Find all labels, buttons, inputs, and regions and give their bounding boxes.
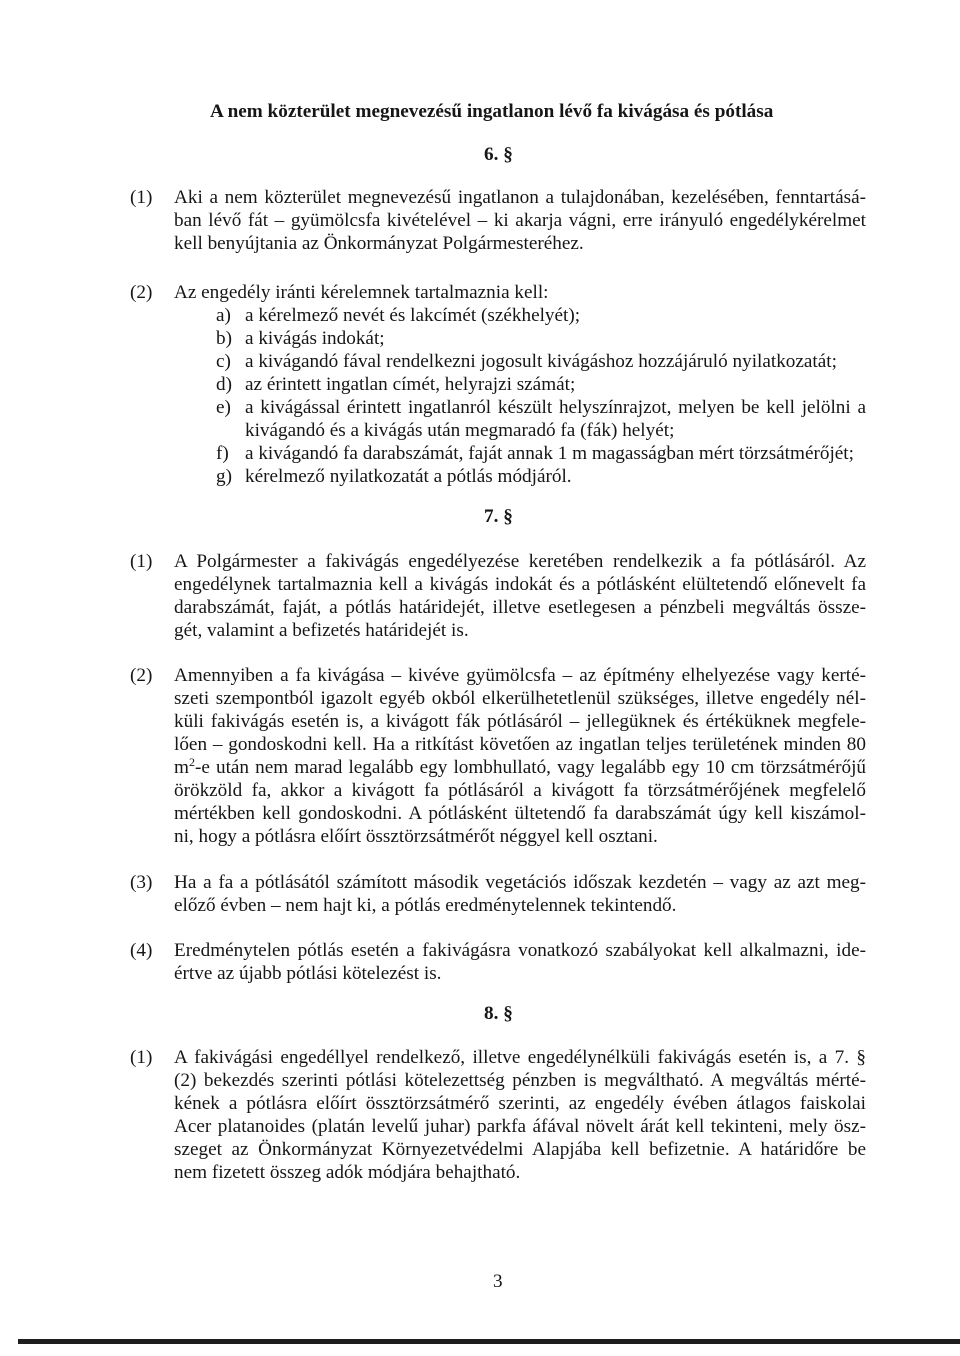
paragraph-number: (1)	[130, 187, 153, 208]
text-line: a kivágandó fa darabszámát, faját annak 1 m magasságban mért törzsátmérőjét;	[245, 443, 854, 464]
paragraph-number: (2)	[130, 282, 153, 303]
text-line: Aki a nem közterület megnevezésű ingatlanon a tulajdonában, kezelésében, fenntartásá-	[174, 187, 866, 208]
text-line: nem fizetett összeg adók módjára behajtható.	[174, 1162, 521, 1183]
paragraph-number: (4)	[130, 940, 153, 961]
text-line: Az engedély iránti kérelemnek tartalmaznia kell:	[174, 282, 549, 303]
text-line: lően – gondoskodni kell. Ha a ritkítást követően az ingatlan teljes területének minden 80	[174, 734, 866, 755]
list-item-label: a)	[216, 305, 231, 326]
list-item-label: d)	[216, 374, 232, 395]
text-line: Ha a fa a pótlásától számított második vegetációs időszak kezdetén – vagy az azt meg-	[174, 872, 866, 893]
page-number: 3	[493, 1271, 503, 1292]
paragraph-number: (1)	[130, 1047, 153, 1068]
text-line: kivágandó és a kivágás után megmaradó fa (fák) helyét;	[245, 420, 675, 441]
list-item-text	[245, 327, 866, 350]
list-item-label: c)	[216, 351, 231, 372]
paragraph-body	[174, 664, 866, 848]
paragraph-body	[174, 939, 866, 985]
text-line: gét, valamint a befizetés határidejét is.	[174, 620, 469, 641]
list-item-text	[245, 350, 866, 373]
text-line: szeget az Önkormányzat Környezetvédelmi Alapjába kell befizetnie. A határidőre be	[174, 1139, 866, 1160]
page-title: A nem közterület megnevezésű ingatlanon lévő fa kivágása és pótlása	[210, 101, 774, 122]
text-line: a kérelmező nevét és lakcímét (székhelyét);	[245, 305, 581, 326]
text-line: a kivágandó fával rendelkezni jogosult kivágáshoz hozzájáruló nyilatkozatát;	[245, 351, 837, 372]
text-line: (2) bekezdés szerinti pótlási kötelezettség pénzben is megváltható. A megváltás mérté-	[174, 1070, 866, 1091]
text-line: kének a pótlásra előírt össztörzsátmérő szerinti, az engedély évében átlagos faiskolai	[174, 1093, 866, 1114]
text-line: engedélynek tartalmaznia kell a kivágás indokát és a pótlásként elültetendő előnevelt fa	[174, 574, 866, 595]
paragraph-body	[174, 550, 866, 642]
text-line: kérelmező nyilatkozatát a pótlás módjáról.	[245, 466, 572, 487]
paragraph-number: (3)	[130, 872, 153, 893]
section-heading-8: 8. §	[484, 1003, 513, 1024]
text-segment: m	[174, 757, 189, 778]
text-line: mértékben kell gondoskodni. A pótlásként ültetendő fa darabszámát úgy kell kiszámol-	[174, 803, 866, 824]
text-line: a kivágással érintett ingatlanról készült helyszínrajzot, melyen be kell jelölni a	[245, 397, 866, 418]
paragraph-body	[174, 281, 866, 488]
paragraph-body	[174, 186, 866, 255]
paragraph-body	[174, 871, 866, 917]
text-line: szeti szempontból igazolt egyéb okból elkerülhetetlenül szükséges, illetve engedély nél-	[174, 688, 866, 709]
superscript: 2	[188, 755, 195, 769]
text-line: küli fakivágás esetén is, a kivágott fák pótlásáról – jellegüknek és értéküknek megfele-	[174, 711, 866, 732]
list-item	[174, 350, 866, 373]
text-line: a kivágás indokát;	[245, 328, 385, 349]
list-item-text	[245, 304, 866, 327]
list-item-label: e)	[216, 397, 231, 418]
scan-edge-line	[18, 1339, 960, 1344]
text-line: ni, hogy a pótlásra előírt össztörzsátmérőt néggyel kell osztani.	[174, 826, 658, 847]
text-segment: -e után nem marad legalább egy lombhullató, vagy legalább egy 10 cm törzsátmérőjű	[194, 757, 866, 778]
list-item	[174, 396, 866, 442]
text-line: ban lévő fát – gyümölcsfa kivételével – ki akarja vágni, erre irányuló engedélykérelmet	[174, 210, 866, 231]
text-line: örökzöld fa, akkor a kivágott fa pótlásáról a kivágott fa törzsátmérőjének megfelelő	[174, 780, 866, 801]
list-item-text	[245, 465, 866, 488]
text-line: Acer platanoides (platán levelű juhar) parkfa áfával növelt árát kell tekinteni, mely ösz-	[174, 1116, 866, 1137]
list-item	[174, 465, 866, 488]
list-item-text	[245, 442, 866, 465]
list-item-text	[245, 373, 866, 396]
paragraph-number: (1)	[130, 551, 153, 572]
text-line: az érintett ingatlan címét, helyrajzi számát;	[245, 374, 576, 395]
list-item-text	[245, 396, 866, 442]
list-item	[174, 442, 866, 465]
text-line	[174, 756, 866, 779]
text-line: értve az újabb pótlási kötelezést is.	[174, 963, 442, 984]
section-heading-6: 6. §	[484, 144, 513, 165]
text-line: A Polgármester a fakivágás engedélyezése keretében rendelkezik a fa pótlásáról. Az	[174, 551, 866, 572]
text-line: előző évben – nem hajt ki, a pótlás eredménytelennek tekintendő.	[174, 895, 677, 916]
text-line: Amennyiben a fa kivágása – kivéve gyümölcsfa – az építmény elhelyezése vagy kerté-	[174, 665, 866, 686]
list-item-label: b)	[216, 328, 232, 349]
list-item-label: f)	[216, 443, 229, 464]
list-item-label: g)	[216, 466, 232, 487]
text-line: kell benyújtania az Önkormányzat Polgármesteréhez.	[174, 233, 584, 254]
paragraph-number: (2)	[130, 665, 153, 686]
list-item	[174, 304, 866, 327]
text-line: Eredménytelen pótlás esetén a fakivágásra vonatkozó szabályokat kell alkalmazni, ide-	[174, 940, 866, 961]
paragraph-body	[174, 1046, 866, 1184]
list-item	[174, 327, 866, 350]
list-item	[174, 373, 866, 396]
text-line: darabszámát, faját, a pótlás határidejét, illetve esetlegesen a pénzbeli megváltás össze-	[174, 597, 866, 618]
section-heading-7: 7. §	[484, 506, 513, 527]
text-line: A fakivágási engedéllyel rendelkező, illetve engedélynélküli fakivágás esetén is, a 7. §	[174, 1047, 866, 1068]
